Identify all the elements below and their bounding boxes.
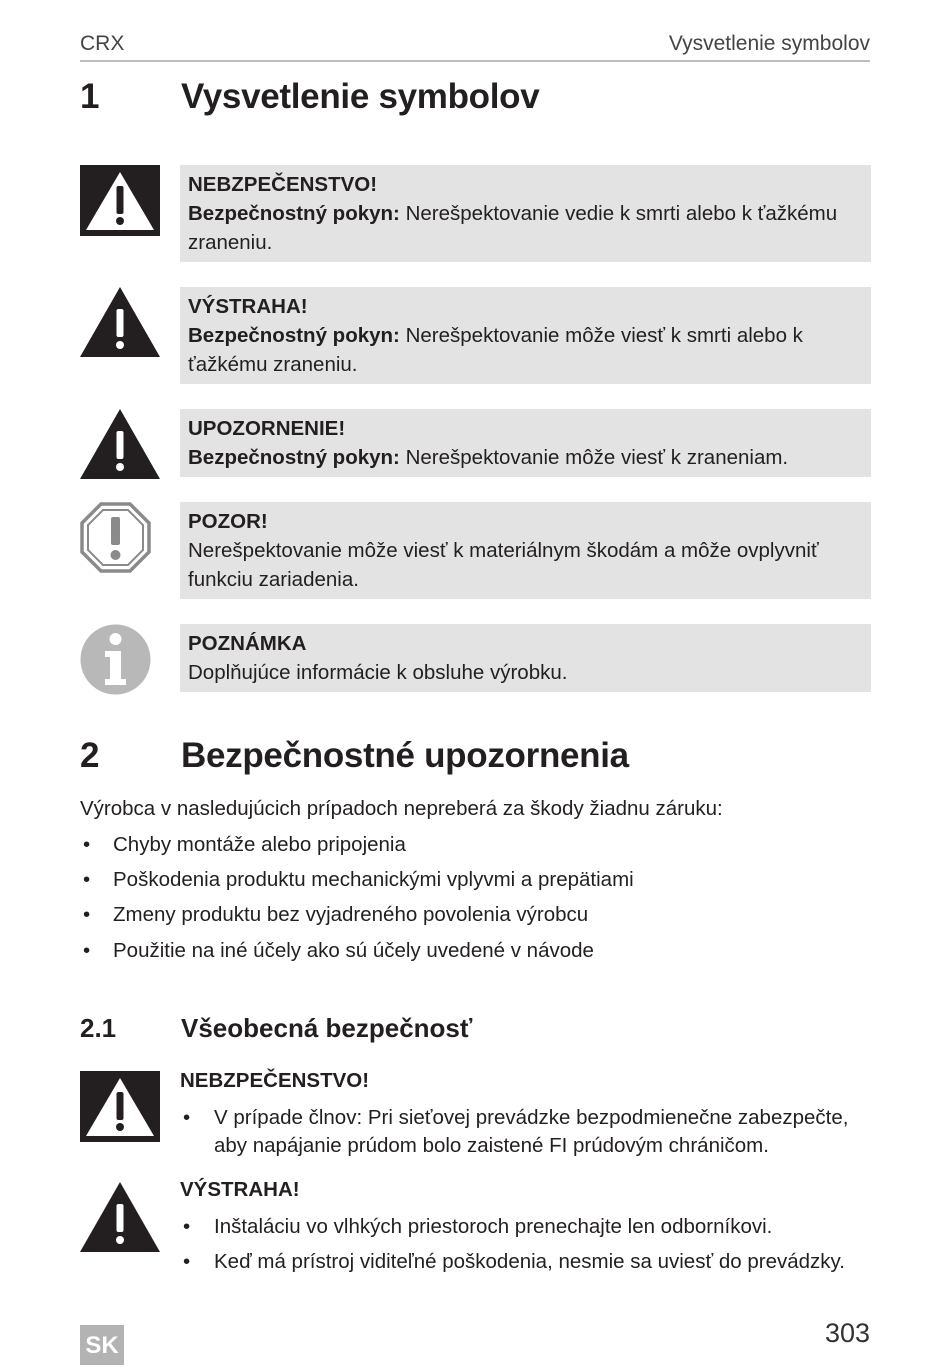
section-2-1-number: 2.1: [80, 1013, 117, 1043]
notice-warning-box: [180, 287, 871, 384]
notice-caution-box: [180, 409, 871, 477]
bullet-icon: •: [183, 1215, 191, 1238]
list-item: • Použitie na iné účely ako sú účely uvedené v návode: [80, 937, 870, 972]
notice-danger-text: [188, 199, 859, 257]
list-item: • Chyby montáže alebo pripojenia: [80, 831, 870, 866]
page-number: 303: [824, 1318, 870, 1348]
list-item: • Inštaláciu vo vlhkých priestoroch prenechajte len odborníkovi.: [180, 1213, 875, 1241]
general-safety-warning-list: [180, 1213, 875, 1283]
notice-attention-text: Nerešpektovanie môže viesť k materiálnym škodám a môže ovplyvniť funkciu zariadenia.: [188, 539, 819, 591]
section-2-title: Bezpečnostné upozornenia: [181, 736, 629, 775]
section-2-intro: Výrobca v nasledujúcich prípadoch nepreberá za škody žiadnu záruku:: [80, 797, 723, 820]
section-1-title: Vysvetlenie symbolov: [181, 77, 540, 116]
info-circle-icon: [80, 624, 151, 700]
bullet-icon: •: [83, 868, 91, 892]
notice-warning-text: [188, 321, 859, 379]
bullet-icon: •: [83, 833, 91, 856]
bullet-icon: •: [183, 1250, 191, 1273]
list-item: • Zmeny produktu bez vyjadreného povolenia výrobcu: [80, 901, 870, 936]
section-2-number: 2: [80, 736, 100, 775]
notice-note-box: [180, 624, 871, 692]
bullet-icon: •: [183, 1106, 191, 1129]
notice-warning-lead: Bezpečnostný pokyn:: [188, 324, 400, 347]
list-item: • Keď má prístroj viditeľné poškodenia, nesmie sa uviesť do prevádzky.: [180, 1248, 875, 1276]
notice-attention-box: [180, 502, 871, 599]
general-safety-warning-signal: VÝSTRAHA!: [180, 1178, 300, 1201]
notice-danger-box: [180, 165, 871, 262]
warning-triangle-icon: [80, 287, 160, 363]
notice-note-signal: POZNÁMKA: [188, 632, 307, 655]
general-safety-danger-signal: NEBZPEČENSTVO!: [180, 1069, 370, 1092]
notice-warning-body: Nerešpektovanie môže viesť k smrti alebo k ťažkému zraneniu.: [188, 324, 803, 376]
section-1-number: 1: [80, 77, 100, 116]
notice-caution-body: Nerešpektovanie môže viesť k zraneniam.: [405, 446, 789, 469]
notice-caution-signal: UPOZORNENIE!: [188, 417, 346, 440]
notice-caution-lead: Bezpečnostný pokyn:: [188, 446, 400, 469]
warning-triangle-icon: [80, 409, 160, 485]
liability-exclusion-list: [80, 831, 870, 972]
list-item: • Poškodenia produktu mechanickými vplyvmi a prepätiami: [80, 866, 870, 901]
bullet-icon: •: [83, 938, 91, 962]
header-product-name: CRX: [80, 32, 125, 55]
notice-danger-lead: Bezpečnostný pokyn:: [188, 202, 400, 225]
section-2-1-title: Všeobecná bezpečnosť: [181, 1013, 473, 1043]
language-badge: SK: [80, 1325, 124, 1365]
notice-caution-text: [188, 443, 859, 472]
warning-triangle-framed-icon: [80, 1071, 160, 1147]
warning-triangle-icon: [80, 1182, 160, 1258]
general-safety-danger-list: [180, 1104, 875, 1167]
notice-danger-body: Nerešpektovanie vedie k smrti alebo k ťažkému zraneniu.: [188, 202, 838, 254]
list-item: • V prípade člnov: Pri sieťovej prevádzke bezpodmienečne zabezpečte, aby napájanie prúdom bolo zaistené FI prúdovým chráničom.: [183, 1106, 849, 1157]
octagon-exclamation-icon: [80, 502, 151, 578]
notice-warning-signal: VÝSTRAHA!: [188, 295, 308, 318]
bullet-icon: •: [83, 903, 91, 927]
header-divider: [80, 60, 870, 62]
warning-triangle-framed-icon: [80, 165, 160, 241]
header-section-title: Vysvetlenie symbolov: [668, 32, 870, 55]
notice-attention-signal: POZOR!: [188, 510, 268, 533]
notice-note-text: Doplňujúce informácie k obsluhe výrobku.: [188, 661, 568, 684]
notice-danger-signal: NEBZPEČENSTVO!: [188, 173, 378, 196]
